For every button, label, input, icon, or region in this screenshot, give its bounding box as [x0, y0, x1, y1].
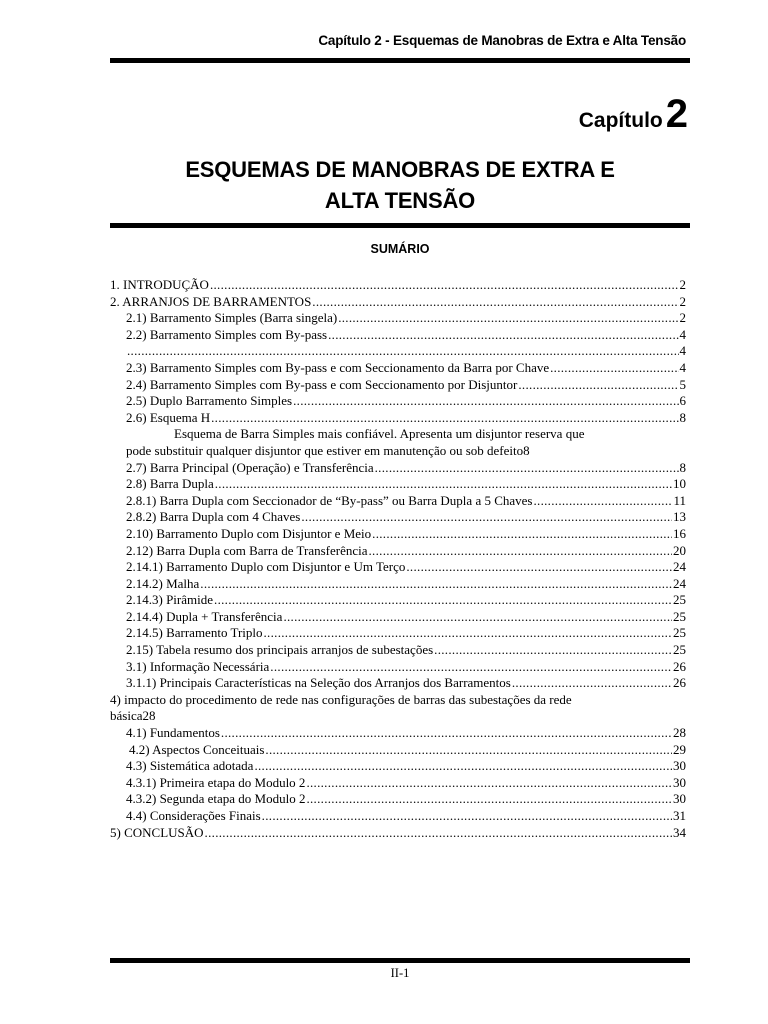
toc-entry[interactable]: 1. INTRODUÇÃO ..... 2: [110, 277, 686, 294]
toc-entry[interactable]: 3.1) Informação Necessária ..... 26: [110, 659, 686, 676]
toc-entry[interactable]: 2.7) Barra Principal (Operação) e Transferência ..... 8: [110, 460, 686, 477]
toc-entry[interactable]: 2.10) Barramento Duplo com Disjuntor e Meio ..... 16: [110, 526, 686, 543]
toc-entry[interactable]: 4.4) Considerações Finais ..... 31: [110, 808, 686, 825]
toc-entry[interactable]: 4.1) Fundamentos ..... 28: [110, 725, 686, 742]
summary-heading: SUMÁRIO: [370, 242, 430, 256]
toc-entry[interactable]: 2.5) Duplo Barramento Simples ..... 6: [110, 393, 686, 410]
toc-entry[interactable]: 4.2) Aspectos Conceituais ..... 29: [110, 742, 686, 759]
toc-entry[interactable]: 2.14.1) Barramento Duplo com Disjuntor e Um Terço ..... 24: [110, 559, 686, 576]
toc-entry[interactable]: ..... 4: [110, 343, 686, 360]
toc-entry[interactable]: 4.3) Sistemática adotada ..... 30: [110, 758, 686, 775]
chapter-label: [579, 92, 688, 137]
chapter-title-line-2: ALTA TENSÃO: [324, 188, 476, 213]
footer-rule: [110, 958, 690, 963]
toc-entry[interactable]: 2.8.2) Barra Dupla com 4 Chaves ..... 13: [110, 509, 686, 526]
toc-entry[interactable]: 2.15) Tabela resumo dos principais arranjos de subestações ..... 25: [110, 642, 686, 659]
toc-entry[interactable]: Esquema de Barra Simples mais confiável. Apresenta um disjuntor reserva que pode substituir qualquer disjuntor que estiver em manutenção ou sob defeito 8: [126, 426, 585, 458]
table-of-contents: [110, 277, 686, 841]
toc-entry[interactable]: 5) CONCLUSÃO ..... 34: [110, 825, 686, 842]
toc-entry[interactable]: 4.3.1) Primeira etapa do Modulo 2 ..... 30: [110, 775, 686, 792]
toc-entry[interactable]: 2.8.1) Barra Dupla com Seccionador de “By-pass” ou Barra Dupla a 5 Chaves ..... 11: [110, 493, 686, 510]
running-header: Capítulo 2 - Esquemas de Manobras de Extra e Alta Tensão: [318, 33, 686, 48]
toc-entry[interactable]: 2.4) Barramento Simples com By-pass e com Seccionamento por Disjuntor ..... 5: [110, 377, 686, 394]
toc-entry[interactable]: 4) impacto do procedimento de rede nas configurações de barras das subestações da rede básica 28: [110, 691, 572, 724]
toc-entry[interactable]: 2.14.3) Pirâmide ..... 25: [110, 592, 686, 609]
toc-entry[interactable]: 2.12) Barra Dupla com Barra de Transferência ..... 20: [110, 543, 686, 560]
toc-entry[interactable]: 2.1) Barramento Simples (Barra singela) ..... 2: [110, 310, 686, 327]
toc-entry[interactable]: 2.2) Barramento Simples com By-pass ..... 4: [110, 327, 686, 344]
chapter-label-number: 2: [665, 92, 688, 136]
page-number: II-1: [390, 966, 410, 980]
toc-entry[interactable]: 4.3.2) Segunda etapa do Modulo 2 ..... 30: [110, 791, 686, 808]
toc-entry[interactable]: 3.1.1) Principais Características na Seleção dos Arranjos dos Barramentos ..... 26: [110, 675, 686, 692]
toc-entry[interactable]: 2.8) Barra Dupla ..... 10: [110, 476, 686, 493]
toc-entry[interactable]: 2.14.2) Malha ..... 24: [110, 576, 686, 593]
title-rule: [110, 223, 690, 228]
chapter-label-word: Capítulo: [578, 109, 663, 132]
toc-entry[interactable]: 2.14.4) Dupla + Transferência ..... 25: [110, 609, 686, 626]
toc-entry[interactable]: 2.6) Esquema H ..... 8: [110, 410, 686, 427]
toc-entry[interactable]: 2. ARRANJOS DE BARRAMENTOS ..... 2: [110, 294, 686, 311]
chapter-title-line-1: ESQUEMAS DE MANOBRAS DE EXTRA E: [185, 157, 615, 182]
toc-entry[interactable]: 2.14.5) Barramento Triplo ..... 25: [110, 625, 686, 642]
header-rule: [110, 58, 690, 63]
toc-entry[interactable]: 2.3) Barramento Simples com By-pass e com Seccionamento da Barra por Chave ..... 4: [110, 360, 686, 377]
chapter-title: [110, 154, 690, 216]
